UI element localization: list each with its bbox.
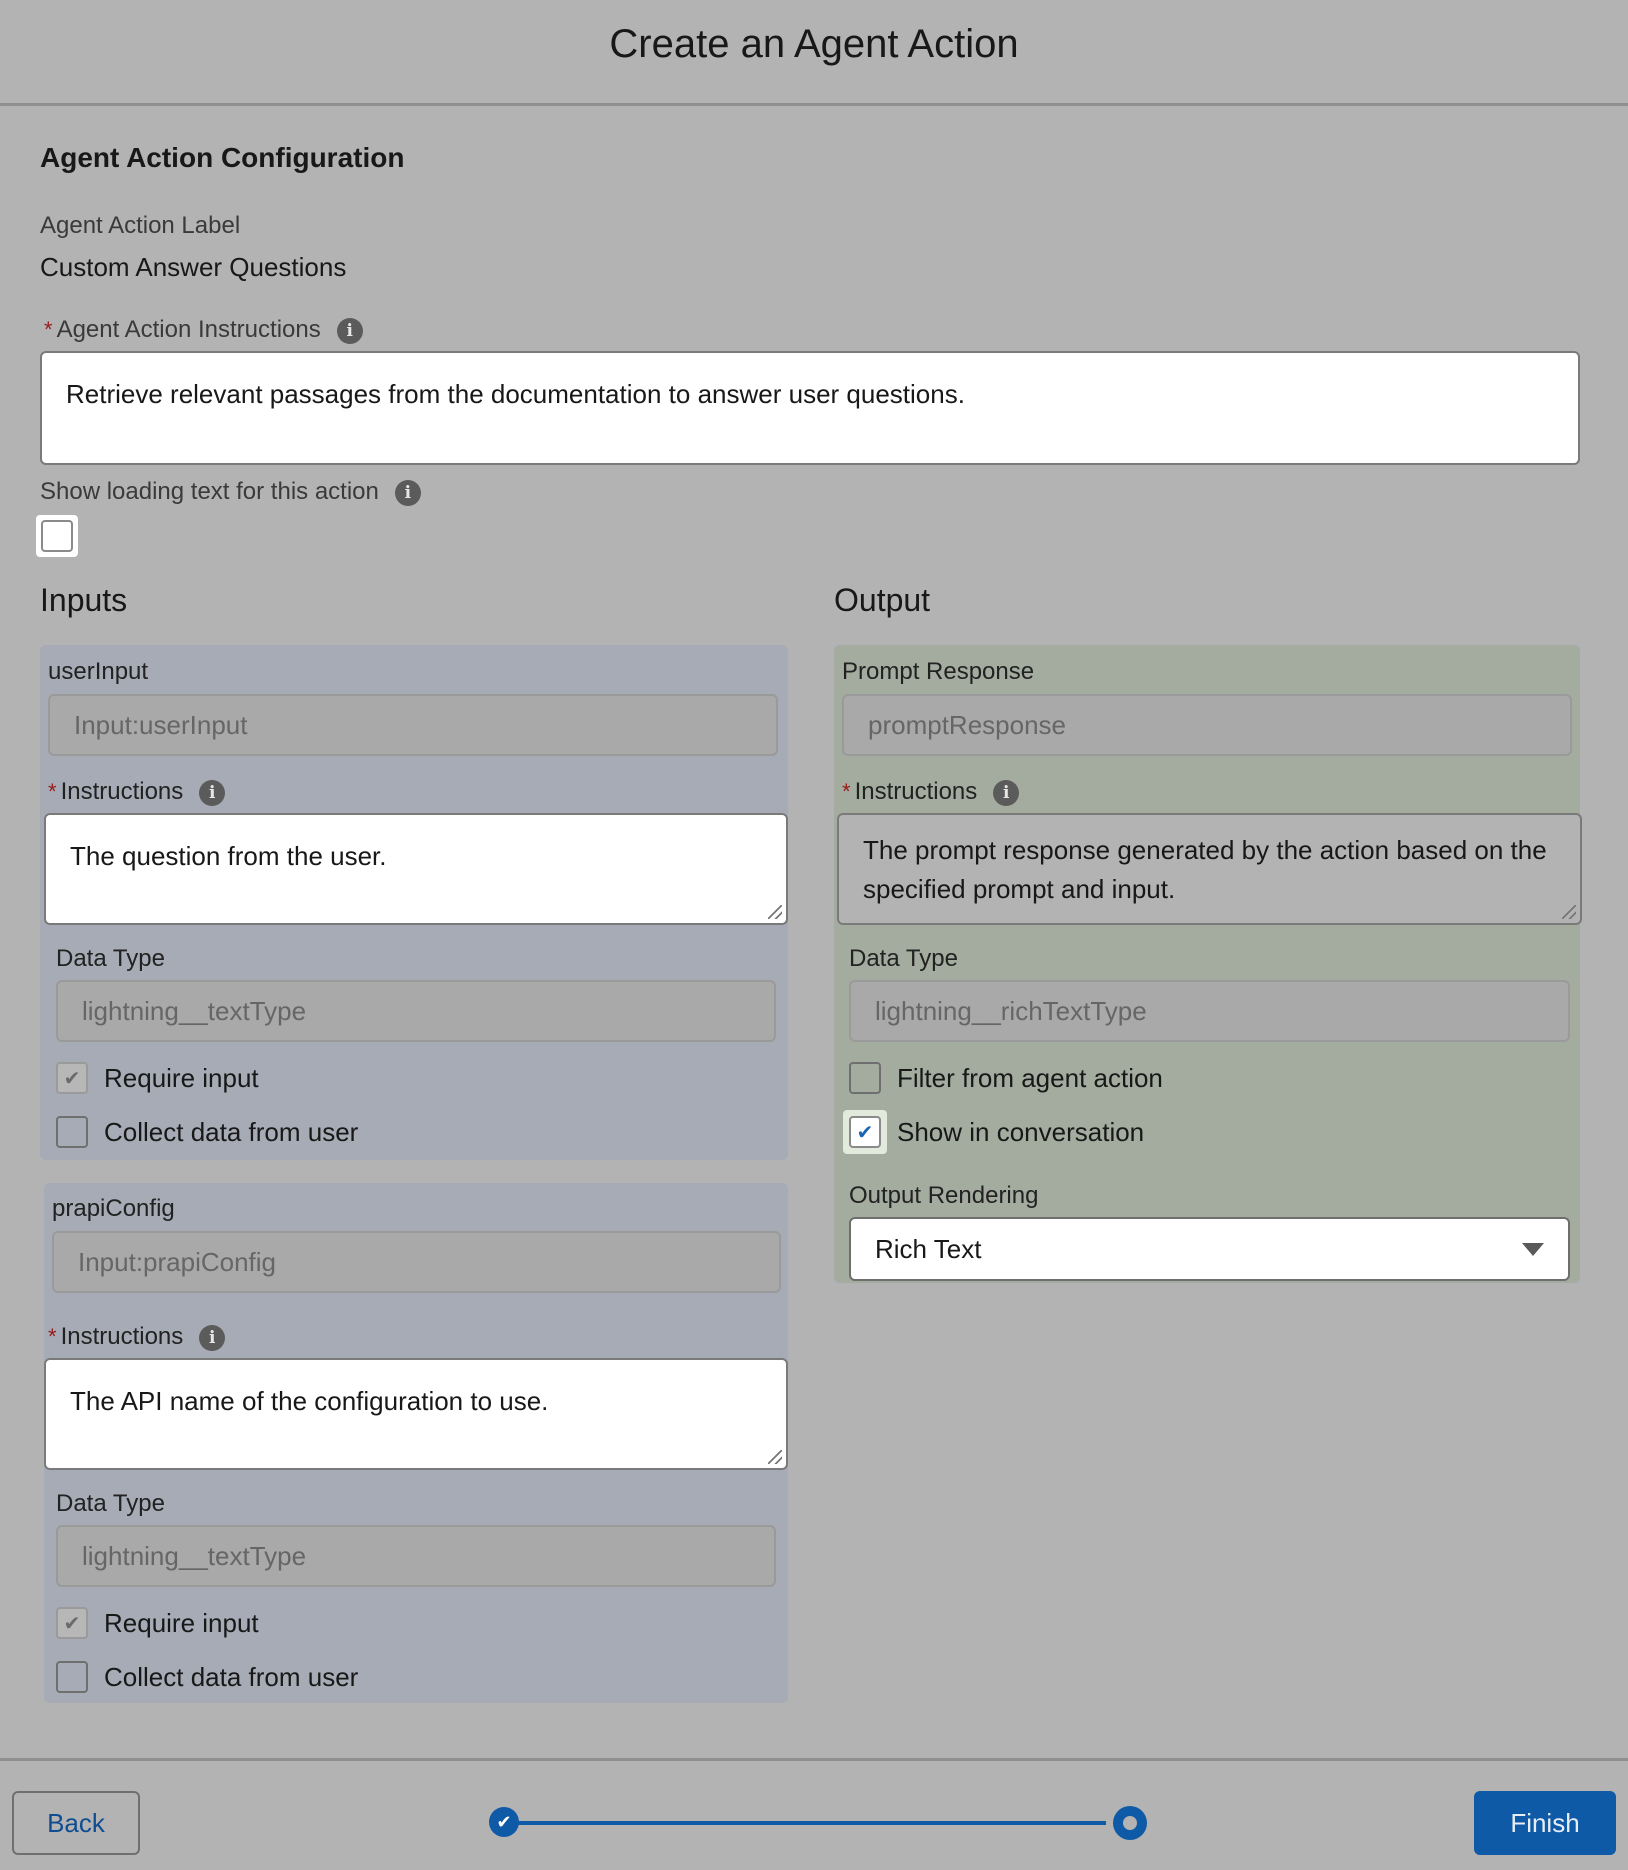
info-icon[interactable]: i: [395, 480, 421, 506]
check-icon: ✔: [856, 1121, 874, 1144]
input-instructions-caption: Instructions: [60, 778, 184, 805]
agent-action-label-value: Custom Answer Questions: [40, 252, 347, 282]
show-in-conversation-label: Show in conversation: [897, 1116, 1145, 1147]
output-instructions-field[interactable]: [837, 813, 1582, 925]
data-type-caption: Data Type: [849, 945, 958, 972]
output-api-field: promptResponse: [842, 694, 1572, 756]
progress-step-dot: [1123, 1816, 1137, 1830]
progress-track: [518, 1821, 1106, 1825]
check-icon: ✔: [63, 1612, 81, 1635]
filter-agent-action-row[interactable]: [849, 1062, 1163, 1094]
output-rendering-caption: Output Rendering: [849, 1182, 1039, 1209]
output-instructions-text: The prompt response generated by the action based on the specified prompt and input.: [863, 835, 1547, 904]
require-input-label: Require input: [104, 1607, 259, 1638]
progress-step-completed[interactable]: [489, 1807, 519, 1837]
input-instructions-field[interactable]: [44, 1358, 788, 1470]
page-title: Create an Agent Action: [609, 22, 1019, 66]
output-rendering-value: Rich Text: [875, 1233, 982, 1264]
collect-data-checkbox[interactable]: [56, 1116, 88, 1148]
input-instructions-text: The API name of the configuration to use.: [70, 1386, 549, 1416]
loading-text-checkbox-focus[interactable]: [36, 515, 78, 557]
finish-button[interactable]: Finish: [1474, 1791, 1616, 1855]
agent-action-instructions-label: [44, 316, 363, 344]
section-title: Agent Action Configuration: [40, 142, 405, 173]
loading-text-caption: Show loading text for this action: [40, 478, 379, 505]
modal-footer: [0, 1758, 1628, 1870]
data-type-field: lightning__textType: [56, 980, 776, 1042]
required-marker: *: [44, 317, 53, 342]
require-input-checkbox[interactable]: [56, 1607, 88, 1639]
agent-action-instructions-caption: Agent Action Instructions: [56, 316, 321, 343]
require-input-checkbox[interactable]: [56, 1062, 88, 1094]
modal-header: [0, 0, 1628, 106]
input-instructions-text: The question from the user.: [70, 841, 387, 871]
input-api-field: Input:prapiConfig: [52, 1231, 781, 1293]
show-in-conversation-checkbox[interactable]: [849, 1116, 881, 1148]
collect-data-label: Collect data from user: [104, 1116, 359, 1147]
require-input-row[interactable]: [56, 1607, 259, 1639]
input-instructions-label: [48, 1323, 225, 1351]
info-icon[interactable]: i: [199, 1325, 225, 1351]
agent-action-label-caption: Agent Action Label: [40, 212, 241, 239]
resize-handle-icon[interactable]: [1562, 905, 1576, 919]
collect-data-label: Collect data from user: [104, 1661, 359, 1692]
required-marker: *: [48, 779, 57, 804]
check-icon: ✔: [496, 1811, 512, 1832]
chevron-down-icon: [1522, 1243, 1544, 1256]
input-instructions-label: [48, 778, 225, 806]
resize-handle-icon[interactable]: [768, 905, 782, 919]
agent-action-instructions-field[interactable]: [40, 351, 1580, 465]
resize-handle-icon[interactable]: [768, 1450, 782, 1464]
output-rendering-select[interactable]: [849, 1217, 1570, 1281]
required-marker: *: [48, 1324, 57, 1349]
agent-action-instructions-text: Retrieve relevant passages from the documentation to answer user questions.: [66, 379, 965, 409]
data-type-field: lightning__richTextType: [849, 980, 1570, 1042]
require-input-row[interactable]: [56, 1062, 259, 1094]
show-in-conversation-focus[interactable]: [843, 1110, 887, 1154]
input-instructions-field[interactable]: [44, 813, 788, 925]
data-type-caption: Data Type: [56, 945, 165, 972]
filter-agent-action-label: Filter from agent action: [897, 1062, 1163, 1093]
collect-data-row[interactable]: [56, 1661, 358, 1693]
input-name: userInput: [48, 658, 149, 685]
progress-step-current[interactable]: [1113, 1806, 1147, 1840]
collect-data-checkbox[interactable]: [56, 1661, 88, 1693]
loading-text-label: [40, 478, 421, 506]
required-marker: *: [842, 779, 851, 804]
input-api-field: Input:userInput: [48, 694, 778, 756]
input-name: prapiConfig: [52, 1195, 175, 1222]
data-type-caption: Data Type: [56, 1490, 165, 1517]
inputs-heading: Inputs: [40, 582, 128, 618]
output-name: Prompt Response: [842, 658, 1035, 685]
info-icon[interactable]: i: [993, 780, 1019, 806]
info-icon[interactable]: i: [199, 780, 225, 806]
output-instructions-label: [842, 778, 1019, 806]
check-icon: ✔: [63, 1067, 81, 1090]
back-button[interactable]: Back: [12, 1791, 140, 1855]
collect-data-row[interactable]: [56, 1116, 358, 1148]
data-type-field: lightning__textType: [56, 1525, 776, 1587]
info-icon[interactable]: i: [337, 318, 363, 344]
input-instructions-caption: Instructions: [60, 1323, 184, 1350]
loading-text-checkbox[interactable]: [41, 520, 73, 552]
filter-agent-action-checkbox[interactable]: [849, 1062, 881, 1094]
show-in-conversation-row[interactable]: [843, 1110, 1144, 1154]
output-heading: Output: [834, 582, 931, 618]
output-instructions-caption: Instructions: [854, 778, 978, 805]
require-input-label: Require input: [104, 1062, 259, 1093]
